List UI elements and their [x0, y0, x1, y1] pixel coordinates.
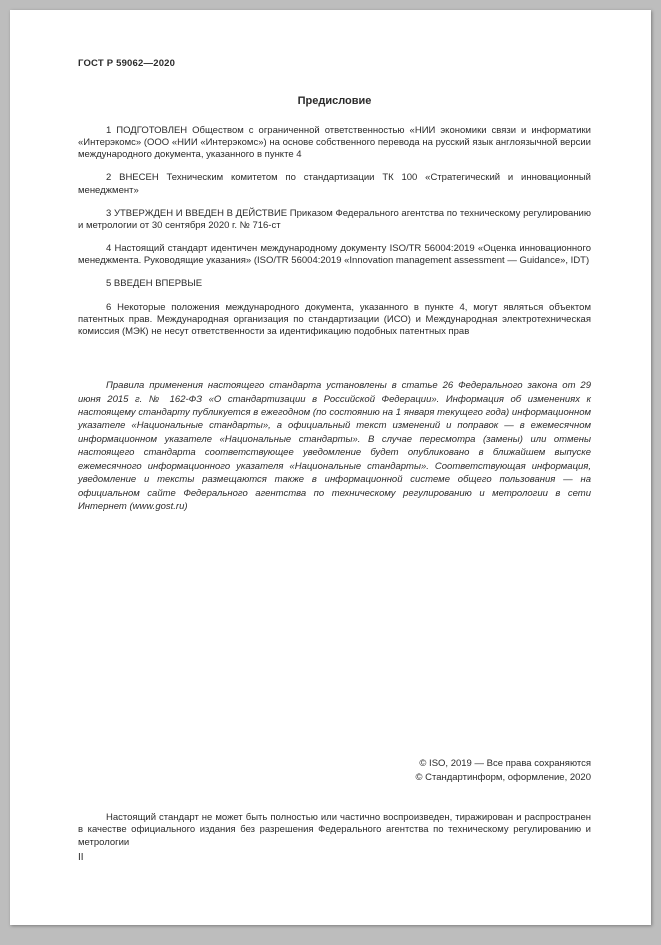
document-page: [10, 10, 651, 925]
page-number: II: [78, 852, 84, 863]
document-code-header: ГОСТ Р 59062—2020: [78, 58, 176, 69]
copyright-iso-line: © ISO, 2019 — Все права сохраняются: [419, 757, 591, 769]
page-footer-block: [78, 757, 591, 863]
foreword-paragraph-5: 5 ВВЕДЕН ВПЕРВЫЕ: [106, 278, 203, 290]
foreword-paragraph-1: 1 ПОДГОТОВЛЕН Обществом с ограниченной ответственностью «НИИ экономики связи и информатики «Интерэкомс» (ООО «НИИ «Интерэкомс») на основе собственного перевода на русский язык англоязычной версии международного документа, указанного в пункте 4: [78, 125, 591, 161]
copyright-block: [78, 757, 591, 786]
foreword-paragraph-2: 2 ВНЕСЕН Техническим комитетом по стандартизации ТК 100 «Стратегический и инновационный менеджмент»: [78, 172, 591, 196]
copyright-standartinform-line: © Стандартинформ, оформление, 2020: [415, 772, 591, 784]
foreword-paragraph-4: 4 Настоящий стандарт идентичен международному документу ISO/TR 56004:2019 «Оценка инновационного менеджмента. Руководящие указания» (ISO/TR 56004:2019 «Innovation management assessment — Guidance», IDT): [78, 243, 591, 267]
foreword-body: [78, 125, 591, 349]
foreword-paragraph-3: 3 УТВЕРЖДЕН И ВВЕДЕН В ДЕЙСТВИЕ Приказом Федерального агентства по техническому регулированию и метрологии от 30 сентября 2020 г. № 716-ст: [78, 207, 591, 231]
foreword-title: Предисловие: [297, 95, 372, 107]
legal-notice-paragraph: Правила применения настоящего стандарта установлены в статье 26 Федерального закона от 29 июня 2015 г. № 162-ФЗ «О стандартизации в Российской Федерации». Информация об изменениях к настоящему стандарту публикуется в ежегодном (по состоянию на 1 января текущего года) информационном указателе «Национальные стандарты», а официальный текст изменений и поправок — в ежемесячном информационном указателе «Национальные стандарты». В случае пересмотра (замены) или отмены настоящего стандарта соответствующее уведомление будет опубликовано в ближайшем выпуске ежемесячного информационного указателя «Национальные стандарты». Соответствующая информация, уведомление и тексты размещаются также в информационной системе общего пользования — на официальном сайте Федерального агентства по техническому регулированию и метрологии в сети Интернет (www.gost.ru): [78, 380, 591, 513]
reproduction-restriction-note: Настоящий стандарт не может быть полностью или частично воспроизведен, тиражирован и распространен в качестве официального издания без разрешения Федерального агентства по техническому регулированию и метрологии: [78, 811, 591, 848]
foreword-paragraph-6: 6 Некоторые положения международного документа, указанного в пункте 4, могут являться объектом патентных прав. Международная организация по стандартизации (ИСО) и Международная электротехническая комиссия (МЭК) не несут ответственности за идентификацию подобных патентных прав: [78, 301, 591, 337]
